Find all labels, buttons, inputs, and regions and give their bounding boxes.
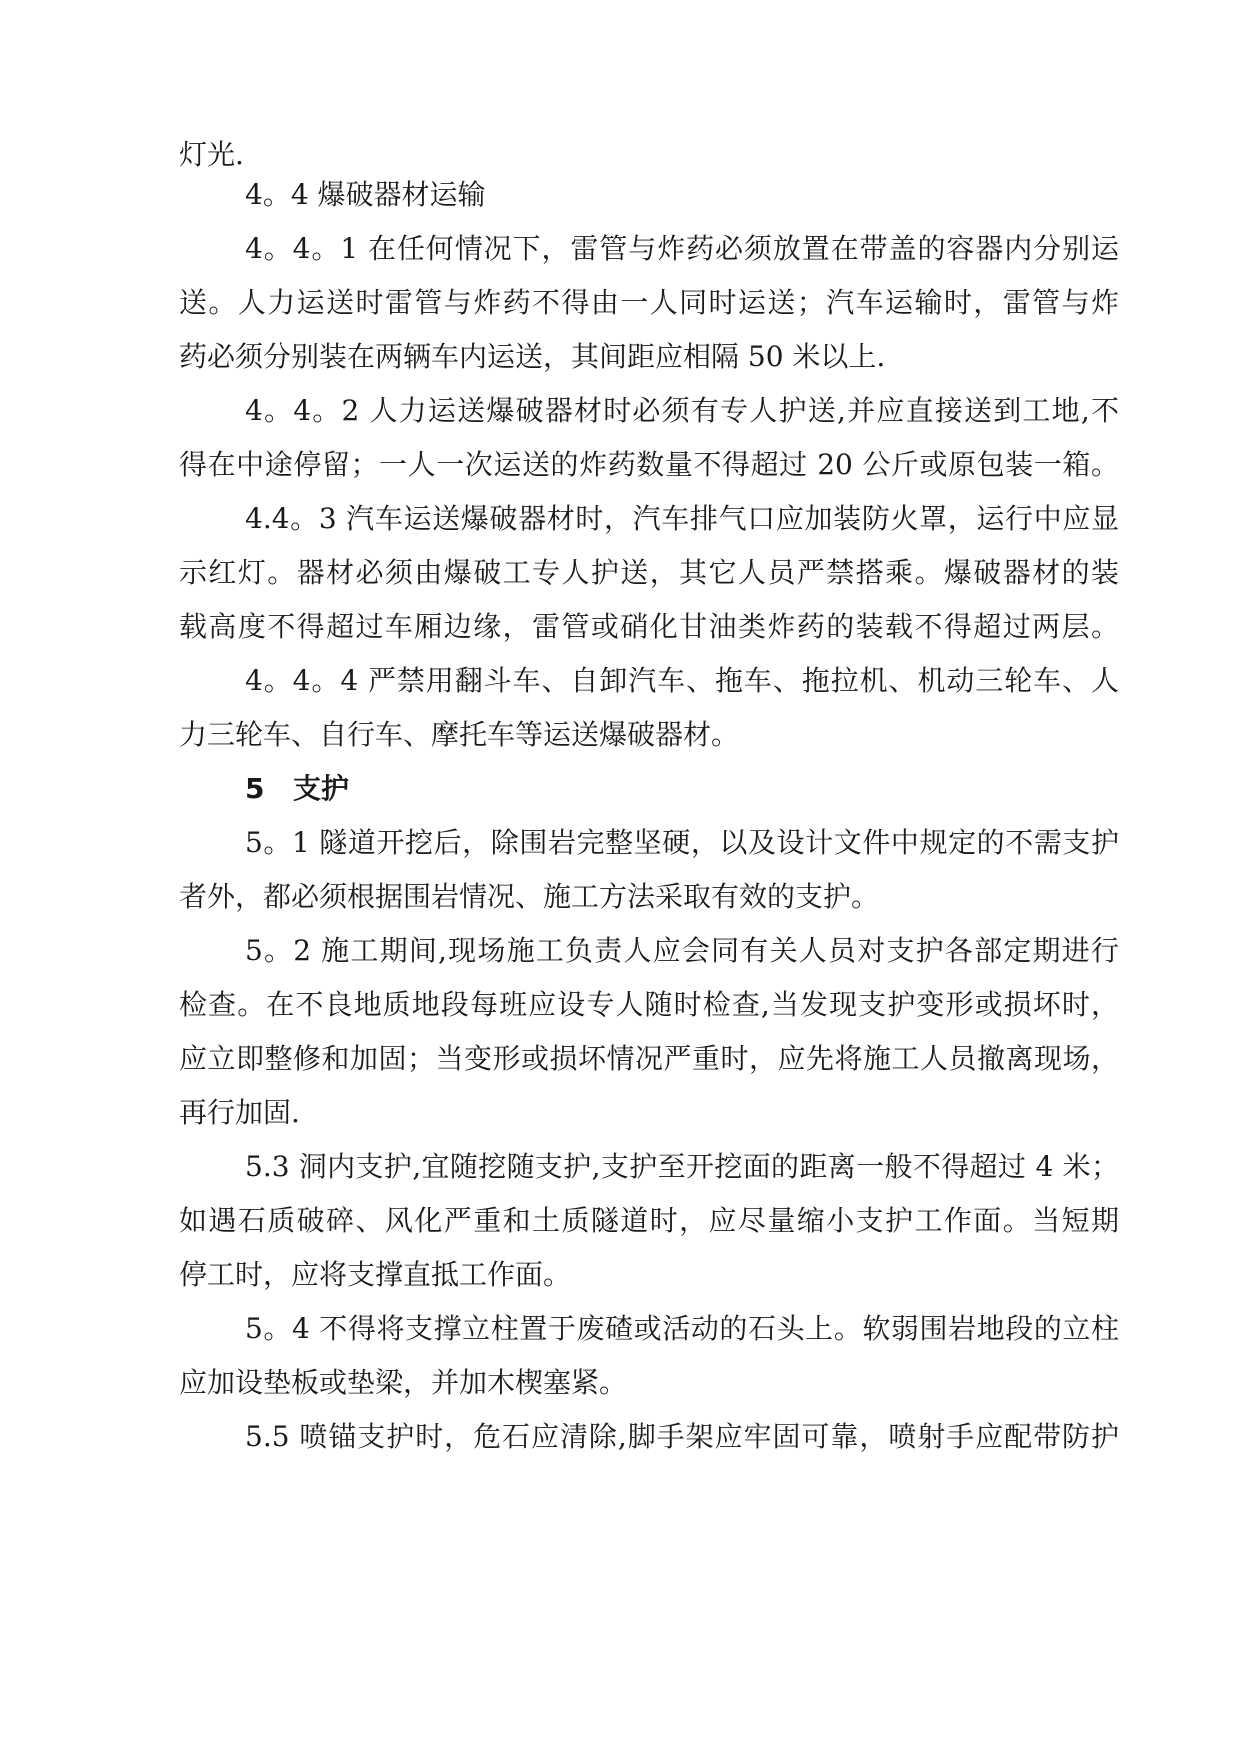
text-line: 检查。在不良地质地段每班应设专人随时检查,当发现支护变形或损坏时， <box>179 988 1119 1021</box>
text-line: 应立即整修和加固；当变形或损坏情况严重时，应先将施工人员撤离现场， <box>179 1042 1119 1075</box>
text-line: 药必须分别装在两辆车内运送，其间距应相隔 50 米以上. <box>179 340 886 373</box>
text-line: 送。人力运送时雷管与炸药不得由一人同时运送；汽车运输时，雷管与炸 <box>179 286 1119 319</box>
text-line: 应加设垫板或垫梁，并加木楔塞紧。 <box>179 1366 628 1399</box>
text-line: 力三轮车、自行车、摩托车等运送爆破器材。 <box>179 718 740 751</box>
text-line: 4。4。2 人力运送爆破器材时必须有专人护送,并应直接送到工地,不 <box>245 394 1119 427</box>
text-line: 载高度不得超过车厢边缘，雷管或硝化甘油类炸药的装载不得超过两层。 <box>179 610 1119 643</box>
text-line: 得在中途停留；一人一次运送的炸药数量不得超过 20 公斤或原包装一箱。 <box>179 448 1119 481</box>
text-line: 5.3 洞内支护,宜随挖随支护,支护至开挖面的距离一般不得超过 4 米； <box>245 1150 1119 1183</box>
text-line: 5。1 隧道开挖后，除围岩完整坚硬，以及设计文件中规定的不需支护 <box>245 826 1119 859</box>
text-line: 5。4 不得将支撑立柱置于废碴或活动的石头上。软弱围岩地段的立柱 <box>245 1312 1119 1345</box>
text-line: 5.5 喷锚支护时，危石应清除,脚手架应牢固可靠，喷射手应配带防护 <box>245 1420 1119 1453</box>
section-title: 支护 <box>293 772 350 805</box>
text-line: 停工时，应将支撑直抵工作面。 <box>179 1258 572 1291</box>
text-line: 再行加固. <box>179 1096 300 1129</box>
section-heading-4-4: 4。4 爆破器材运输 <box>245 178 486 211</box>
text-line: 4。4。1 在任何情况下，雷管与炸药必须放置在带盖的容器内分别运 <box>245 232 1119 265</box>
section-heading-5 <box>245 769 349 809</box>
section-number: 5 <box>245 772 265 805</box>
text-line: 如遇石质破碎、风化严重和土质隧道时，应尽量缩小支护工作面。当短期 <box>179 1204 1119 1237</box>
text-line: 示红灯。器材必须由爆破工专人护送，其它人员严禁搭乘。爆破器材的装 <box>179 556 1119 589</box>
text-line: 者外，都必须根据围岩情况、施工方法采取有效的支护。 <box>179 880 880 913</box>
text-line: 灯光. <box>179 138 244 171</box>
text-line: 5。2 施工期间,现场施工负责人应会同有关人员对支护各部定期进行 <box>245 934 1119 967</box>
text-line: 4。4。4 严禁用翻斗车、自卸汽车、拖车、拖拉机、机动三轮车、人 <box>245 664 1119 697</box>
text-line: 4.4。3 汽车运送爆破器材时，汽车排气口应加装防火罩，运行中应显 <box>245 502 1119 535</box>
